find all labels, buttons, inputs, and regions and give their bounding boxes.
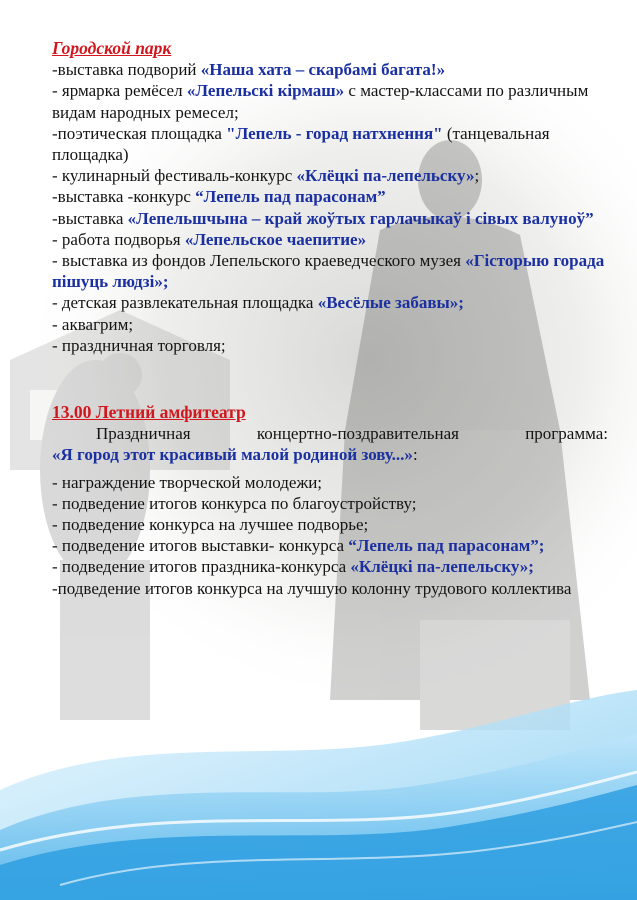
list-item: - выставка из фондов Лепельского краеведческого музея «Гісторыю горада пішуць людзі»; [52,251,605,292]
park-events-list [52,59,608,356]
program-content [52,38,608,599]
section-heading-amphitheatre: 13.00 Летний амфитеатр [52,402,246,423]
list-item: - подведение итогов праздника-конкурса «Клёцкі па-лепельску»; [52,557,534,577]
section-gap [52,356,608,402]
list-item: - ярмарка ремёсел «Лепельскі кірмаш» с мастер-классами по различным видам народных ремесел; [52,81,589,122]
program-intro-title: «Я город этот красивый малой родиной зову...»: [52,445,418,465]
list-item: - кулинарный фестиваль-конкурс «Клёцкі па-лепельску»; [52,166,480,186]
list-item: -поэтическая площадка "Лепель - горад натхнення" (танцевальная площадка) [52,123,550,165]
list-item: - подведение конкурса на лучшее подворье; [52,515,369,535]
list-item: -выставка подворий «Наша хата – скарбамі багата!» [52,60,446,80]
list-item: - награждение творческой молодежи; [52,472,323,492]
list-item: - подведение итогов конкурса по благоустройству; [52,493,417,513]
list-item: -подведение итогов конкурса на лучшую колонну трудового коллектива [52,578,572,598]
list-item: -выставка «Лепельшчына – край жоўтых гарлачыкаў і сівых валуноў” [52,208,594,228]
list-item: - работа подворья «Лепельское чаепитие» [52,229,367,249]
list-item: - аквагрим; [52,314,134,334]
list-item: - праздничная торговля; [52,335,226,355]
amphitheatre-events-list [52,472,608,599]
program-intro-text: Праздничная концертно-поздравительная программа: [96,424,608,444]
list-item: - детская развлекательная площадка «Весёлые забавы»; [52,293,464,313]
list-item: - подведение итогов выставки- конкурса “Лепель пад парасонам”; [52,536,545,556]
section-heading-park: Городской парк [52,38,172,58]
list-item: -выставка -конкурс “Лепель пад парасонам” [52,187,386,207]
